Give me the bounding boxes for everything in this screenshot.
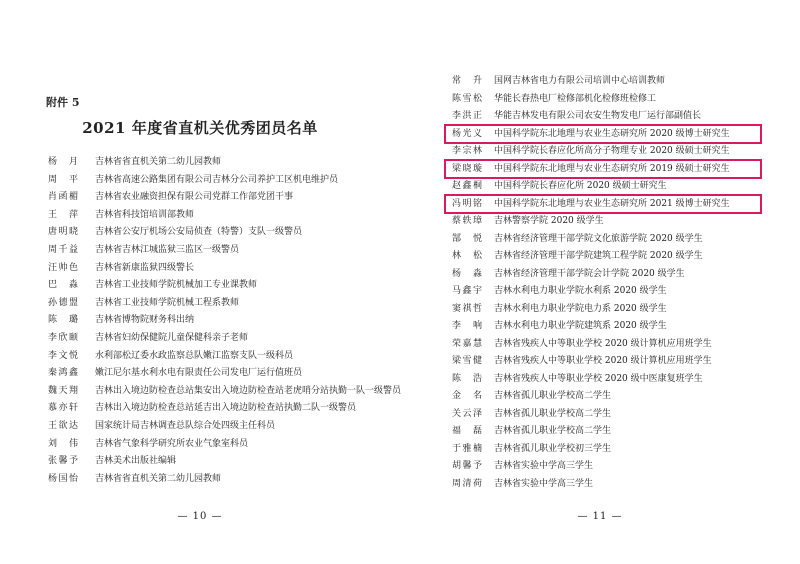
list-item bbox=[400, 442, 800, 456]
list-item bbox=[400, 267, 800, 281]
list-item bbox=[0, 437, 400, 451]
list-item bbox=[0, 384, 400, 398]
member-name: 周清荷 bbox=[452, 478, 482, 489]
member-affiliation: 华能吉林发电有限公司农安生物发电厂运行部副值长 bbox=[494, 111, 702, 121]
member-affiliation: 吉林省科技馆培训部教师 bbox=[95, 209, 195, 220]
member-name: 杨 淼 bbox=[452, 268, 482, 279]
member-affiliation: 吉林省孤儿职业学校初三学生 bbox=[494, 443, 612, 454]
list-item bbox=[0, 173, 400, 187]
member-affiliation: 吉林省省直机关第二幼儿园教师 bbox=[95, 157, 222, 167]
list-item bbox=[400, 249, 800, 263]
list-item bbox=[400, 319, 800, 333]
list-item bbox=[400, 197, 800, 211]
list-item bbox=[400, 407, 800, 421]
list-item bbox=[400, 354, 800, 368]
list-item bbox=[400, 302, 800, 316]
member-affiliation: 吉林省省直机关第二幼儿园教师 bbox=[95, 473, 222, 484]
member-affiliation: 吉林省气象科学研究所农业气象室科员 bbox=[95, 438, 249, 449]
list-item bbox=[0, 349, 400, 363]
member-affiliation: 吉林省经济管理干部学院文化旅游学院 2020 级学生 bbox=[494, 233, 703, 244]
list-item bbox=[400, 424, 800, 438]
member-name: 陈雪松 bbox=[452, 93, 482, 104]
member-affiliation: 吉林水利电力职业学院电力系 2020 级学生 bbox=[494, 303, 667, 314]
member-name: 于雅楠 bbox=[452, 443, 482, 454]
member-name: 李欣颐 bbox=[48, 333, 78, 343]
list-item bbox=[400, 389, 800, 403]
list-item bbox=[400, 214, 800, 228]
member-affiliation: 中国科学院东北地理与农业生态研究所 2019 级硕士研究生 bbox=[494, 163, 730, 174]
member-affiliation: 吉林出入境边防检查总站集安出入境边防检查站老虎哨分站执勤一队一级警员 bbox=[95, 385, 402, 396]
list-item bbox=[0, 190, 400, 204]
member-affiliation: 嫩江尼尔基水利水电有限责任公司发电厂运行值班员 bbox=[95, 368, 303, 379]
member-affiliation: 华能长春热电厂检修部机化检修班检修工 bbox=[494, 93, 657, 104]
attachment-label: 附件 5 bbox=[46, 96, 80, 109]
list-item bbox=[400, 127, 800, 141]
member-affiliation: 吉林省残疾人中等职业学校 2020 级计算机应用班学生 bbox=[494, 338, 712, 349]
member-name: 李 响 bbox=[452, 321, 482, 331]
member-affiliation: 吉林省博物院财务科出纳 bbox=[95, 315, 195, 326]
list-item bbox=[400, 109, 800, 123]
member-name: 慕亦轩 bbox=[48, 403, 78, 414]
list-item bbox=[0, 313, 400, 327]
list-item bbox=[400, 232, 800, 246]
member-affiliation: 吉林水利电力职业学院水利系 2020 级学生 bbox=[494, 286, 667, 296]
member-affiliation: 吉林美术出版社编辑 bbox=[95, 456, 177, 467]
member-affiliation: 吉林省残疾人中等职业学校 2020 级计算机应用班学生 bbox=[494, 356, 712, 366]
list-item bbox=[0, 261, 400, 275]
member-name: 唐明晓 bbox=[48, 227, 78, 238]
member-affiliation: 吉林省孤儿职业学校高二学生 bbox=[494, 426, 612, 436]
member-affiliation: 中国科学院长春应化所 2020 级硕士研究生 bbox=[494, 181, 667, 191]
member-affiliation: 吉林省妇幼保健院儿童保健科亲子老师 bbox=[95, 333, 249, 343]
list-item bbox=[400, 477, 800, 491]
member-affiliation: 吉林省工业技师学院机械工程系教师 bbox=[95, 297, 240, 308]
member-name: 李洪正 bbox=[452, 111, 482, 121]
member-name: 王 萍 bbox=[48, 209, 78, 220]
member-name: 汪帅色 bbox=[48, 262, 78, 273]
member-affiliation: 吉林省农业融资担保有限公司党群工作部党团干事 bbox=[95, 192, 294, 203]
list-item bbox=[400, 179, 800, 193]
member-name: 常 升 bbox=[452, 76, 482, 86]
member-name: 郜 悦 bbox=[452, 233, 482, 244]
member-affiliation: 吉林省吉林江城监狱三监区一级警员 bbox=[95, 245, 240, 255]
member-name: 梁雪健 bbox=[452, 356, 482, 366]
member-affiliation: 吉林省孤儿职业学校高二学生 bbox=[494, 391, 612, 401]
member-name: 蔡轶璋 bbox=[452, 216, 482, 226]
list-item bbox=[400, 74, 800, 88]
member-name: 魏天翔 bbox=[48, 385, 78, 396]
member-name: 关云泽 bbox=[452, 408, 482, 419]
member-affiliation: 吉林省实验中学高三学生 bbox=[494, 461, 594, 471]
member-affiliation: 中国科学院东北地理与农业生态研究所 2021 级博士研究生 bbox=[494, 198, 730, 209]
member-name: 马鑫宇 bbox=[452, 286, 482, 296]
list-item bbox=[0, 454, 400, 468]
list-item bbox=[0, 296, 400, 310]
member-name: 荣嘉慧 bbox=[452, 338, 482, 349]
member-name: 孙德盟 bbox=[48, 297, 78, 308]
member-affiliation: 中国科学院东北地理与农业生态研究所 2020 级博士研究生 bbox=[494, 128, 730, 139]
member-name: 金 名 bbox=[452, 391, 482, 401]
list-item bbox=[400, 372, 800, 386]
list-item bbox=[400, 337, 800, 351]
list-item bbox=[0, 331, 400, 345]
member-name: 林 松 bbox=[452, 251, 482, 261]
member-affiliation: 吉林省公安厅机场公安局侦查（特警）支队一级警员 bbox=[95, 227, 303, 238]
member-name: 窦祺哲 bbox=[452, 303, 482, 314]
list-item bbox=[400, 92, 800, 106]
member-affiliation: 吉林省经济管理干部学院建筑工程学院 2020 级学生 bbox=[494, 251, 703, 261]
member-name: 刘 伟 bbox=[48, 438, 78, 449]
member-affiliation: 国家统计局吉林调查总队综合处四级主任科员 bbox=[95, 421, 276, 431]
member-affiliation: 吉林省工业技师学院机械加工专业课教师 bbox=[95, 280, 258, 291]
right-page bbox=[400, 0, 800, 564]
member-affiliation: 吉林省孤儿职业学校高二学生 bbox=[494, 408, 612, 419]
member-name: 王欲达 bbox=[48, 421, 78, 431]
list-item bbox=[400, 162, 800, 176]
member-name: 赵鑫桐 bbox=[452, 181, 482, 191]
list-item bbox=[0, 366, 400, 380]
member-affiliation: 吉林省新康监狱四级警长 bbox=[95, 262, 195, 273]
member-affiliation: 吉林省残疾人中等职业学校 2020 级中医康复班学生 bbox=[494, 373, 703, 384]
list-item bbox=[0, 208, 400, 222]
member-affiliation: 国网吉林省电力有限公司培训中心培训教师 bbox=[494, 76, 666, 86]
member-name: 胡馨予 bbox=[452, 461, 482, 471]
list-item bbox=[0, 472, 400, 486]
page-number-left: — 10 — bbox=[177, 511, 223, 522]
member-name: 周千益 bbox=[48, 245, 78, 255]
member-name: 李宗林 bbox=[452, 146, 482, 156]
member-name: 杨 月 bbox=[48, 157, 78, 167]
member-name: 李文悦 bbox=[48, 350, 78, 361]
member-affiliation: 吉林省经济管理干部学院会计学院 2020 级学生 bbox=[494, 268, 685, 279]
member-name: 杨国怡 bbox=[48, 473, 78, 484]
member-affiliation: 吉林水利电力职业学院建筑系 2020 级学生 bbox=[494, 321, 667, 331]
list-item bbox=[400, 144, 800, 158]
member-affiliation: 吉林省高速公路集团有限公司吉林分公司养护工区机电维护员 bbox=[95, 174, 339, 185]
list-item bbox=[0, 225, 400, 239]
member-affiliation: 吉林出入境边防检查总站延吉出入境边防检查站执勤二队一级警员 bbox=[95, 403, 357, 414]
member-name: 秦鸿鑫 bbox=[48, 368, 78, 379]
member-name: 杨光义 bbox=[452, 128, 482, 139]
member-affiliation: 吉林警察学院 2020 级学生 bbox=[494, 216, 604, 226]
member-name: 福 磊 bbox=[452, 426, 482, 436]
list-item bbox=[400, 459, 800, 473]
page-number-right: — 11 — bbox=[577, 511, 623, 522]
member-name: 周 平 bbox=[48, 174, 78, 185]
list-item bbox=[0, 419, 400, 433]
member-affiliation: 中国科学院长春应化所高分子物理专业 2020 级硕士研究生 bbox=[494, 146, 730, 156]
member-affiliation: 水利部松辽委水政监察总队嫩江监察支队一级科员 bbox=[95, 350, 294, 361]
list-item bbox=[0, 278, 400, 292]
member-name: 冯明铭 bbox=[452, 198, 482, 209]
member-name: 巴 淼 bbox=[48, 280, 78, 291]
list-item bbox=[0, 401, 400, 415]
member-name: 陈 浩 bbox=[452, 373, 482, 384]
member-name: 张馨予 bbox=[48, 456, 78, 467]
list-item bbox=[0, 155, 400, 169]
member-name: 梁晓璇 bbox=[452, 163, 482, 174]
member-affiliation: 吉林省实验中学高三学生 bbox=[494, 478, 594, 489]
member-name: 肖函楣 bbox=[48, 192, 78, 203]
list-item bbox=[0, 243, 400, 257]
list-item bbox=[400, 284, 800, 298]
member-name: 陈 璐 bbox=[48, 315, 78, 326]
document-title: 2021 年度省直机关优秀团员名单 bbox=[82, 119, 318, 137]
